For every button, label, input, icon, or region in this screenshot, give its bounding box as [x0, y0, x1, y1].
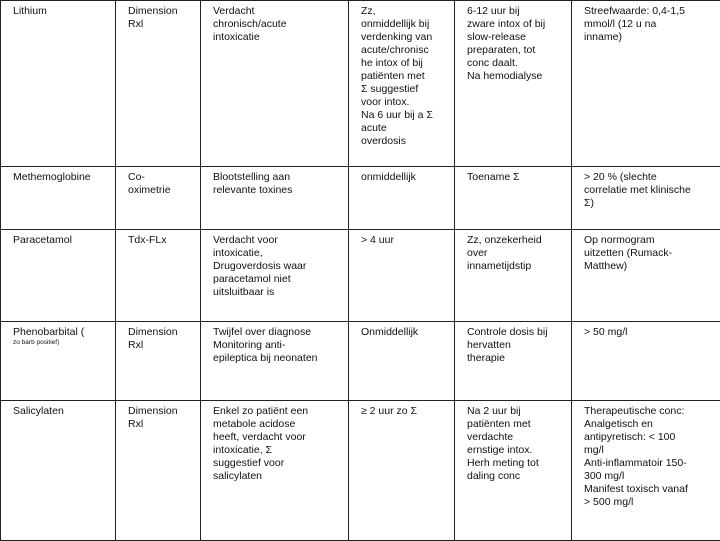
- cell-indication: Verdacht voor intoxicatie, Drugoverdosis waar paracetamol niet uitsluitbaar is: [201, 230, 349, 322]
- cell-timing: > 4 uur: [349, 230, 455, 322]
- cell-analyte: Lithium: [1, 1, 116, 167]
- cell-analyte: Paracetamol: [1, 230, 116, 322]
- cell-analyte: Salicylaten: [1, 401, 116, 541]
- table-row: [1, 401, 720, 541]
- cell-repeat: Zz, onzekerheid over innametijdstip: [455, 230, 572, 322]
- cell-repeat: Controle dosis bij hervatten therapie: [455, 322, 572, 401]
- cell-interpretation: > 50 mg/l: [572, 322, 720, 401]
- cell-method: Tdx-FLx: [116, 230, 201, 322]
- cell-analyte: Methemoglobine: [1, 167, 116, 230]
- table-row: [1, 230, 720, 322]
- cell-indication: Blootstelling aan relevante toxines: [201, 167, 349, 230]
- cell-timing: onmiddellijk: [349, 167, 455, 230]
- cell-repeat: Na 2 uur bij patiënten met verdachte ernstige intox. Herh meting tot daling conc: [455, 401, 572, 541]
- cell-method: Co- oximetrie: [116, 167, 201, 230]
- table-row: [1, 1, 720, 167]
- cell-repeat: 6-12 uur bij zware intox of bij slow-release preparaten, tot conc daalt. Na hemodialyse: [455, 1, 572, 167]
- cell-indication: Twijfel over diagnose Monitoring anti- epileptica bij neonaten: [201, 322, 349, 401]
- cell-indication: Verdacht chronisch/acute intoxicatie: [201, 1, 349, 167]
- cell-interpretation: > 20 % (slechte correlatie met klinische Σ): [572, 167, 720, 230]
- cell-timing: Onmiddellijk: [349, 322, 455, 401]
- cell-timing: Zz, onmiddellijk bij verdenking van acute/chronisc he intox of bij patiënten met Σ suggestief voor intox. Na 6 uur bij a Σ acute overdosis: [349, 1, 455, 167]
- cell-method: Dimension Rxl: [116, 1, 201, 167]
- cell-timing: ≥ 2 uur zo Σ: [349, 401, 455, 541]
- analyte-note: zo barb positief): [13, 339, 111, 347]
- cell-interpretation: Streefwaarde: 0,4-1,5 mmol/l (12 u na inname): [572, 1, 720, 167]
- cell-method: Dimension Rxl: [116, 401, 201, 541]
- table-row: [1, 167, 720, 230]
- cell-interpretation: Op normogram uitzetten (Rumack- Matthew): [572, 230, 720, 322]
- cell-analyte: Phenobarbital ( zo barb positief): [1, 322, 116, 401]
- cell-repeat: Toename Σ: [455, 167, 572, 230]
- cell-indication: Enkel zo patiënt een metabole acidose heeft, verdacht voor intoxicatie, Σ suggestief voor salicylaten: [201, 401, 349, 541]
- cell-method: Dimension Rxl: [116, 322, 201, 401]
- cell-interpretation: Therapeutische conc: Analgetisch en antipyretisch: < 100 mg/l Anti-inflammatoir 150- 300 mg/l Manifest toxisch vanaf > 500 mg/l: [572, 401, 720, 541]
- table-row: [1, 322, 720, 401]
